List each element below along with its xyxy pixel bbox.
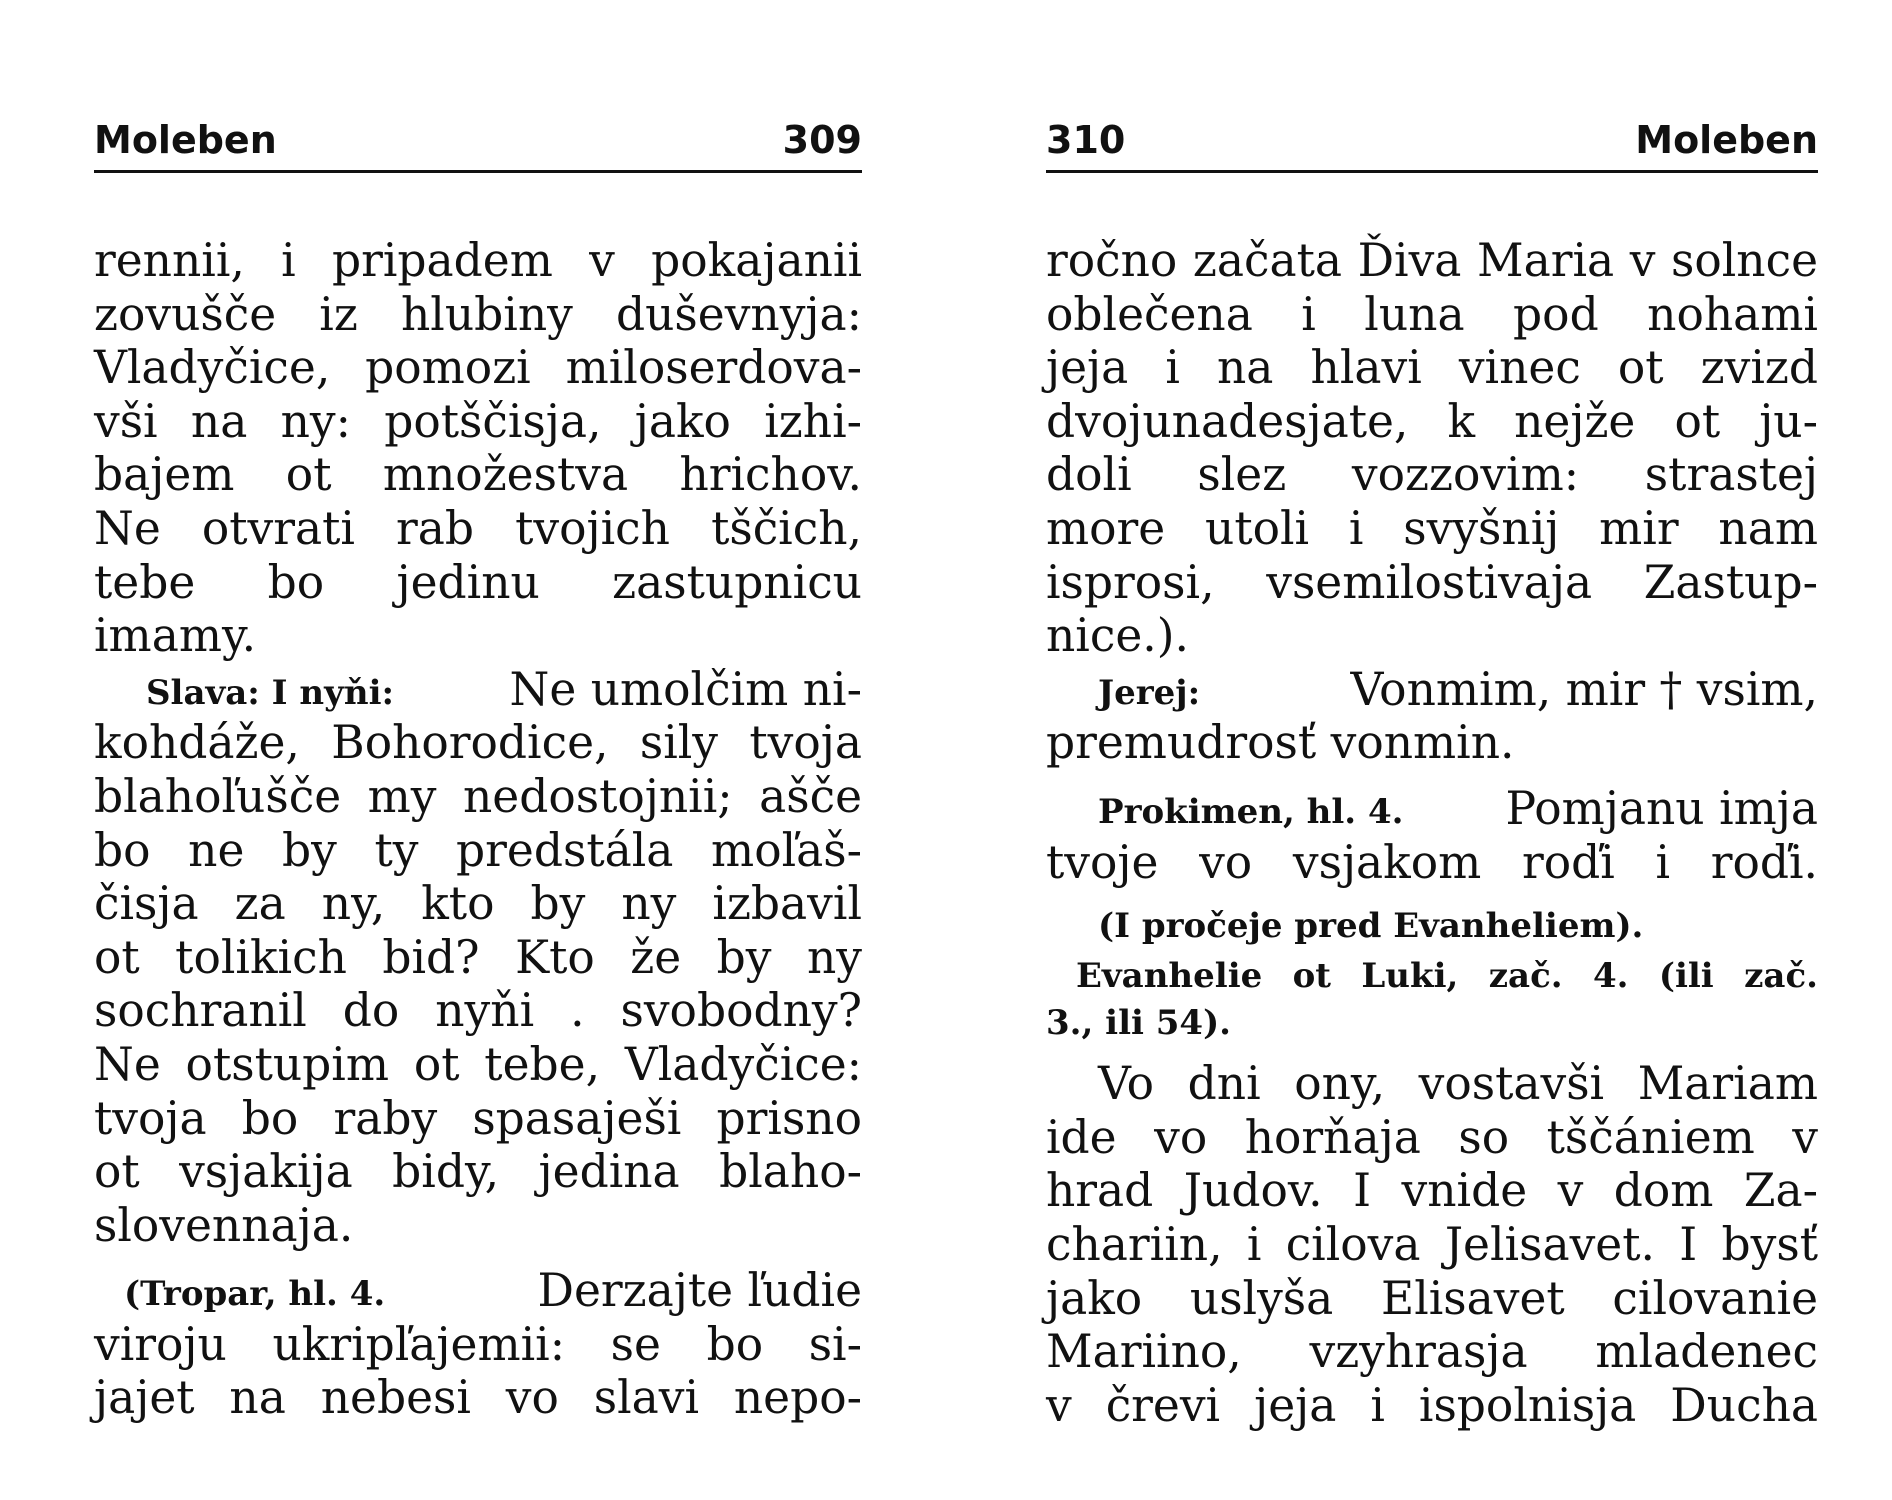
text-line: čisja za ny, kto by ny izbavil [94,877,862,931]
text-line: chariin, i cilova Jelisavet. I bysť [1046,1217,1818,1271]
text-line: tvoje vo vsjakom roďi i roďi. [1046,835,1818,889]
slava-first-line [94,663,862,717]
tropar-first-line [94,1264,862,1318]
jerej-first-text: Vonmim, mir † vsim, [1350,662,1818,716]
text-line: hrad Judov. I vnide v dom Za- [1046,1164,1818,1218]
tropar-label: (Tropar, hl. 4. [124,1274,386,1315]
gospel-heading-cont: 3., ili 54). [1046,1003,1231,1044]
right-page-header [1046,112,1818,173]
left-page-text [94,234,862,1425]
text-line: imamy. [94,609,257,663]
text-line: ot vsjakija bidy, jedina blaho- [94,1145,862,1199]
prokimen-first-text: Pomjanu imja [1505,781,1818,835]
text-line: jajet na nebesi vo slavi nepo- [94,1371,862,1425]
text-line: ide vo horňaja so tščániem v [1046,1110,1818,1164]
text-line: slovennaja. [94,1198,354,1252]
tropar-first-text: Derzajte ľudie [537,1264,862,1318]
text-line: tebe bo jedinu zastupnicu [94,555,862,609]
text-line: more utoli i svyšnij mir nam [1046,501,1818,555]
jerej-label: Jerej: [1098,672,1201,713]
text-line: ot tolikich bid? Kto že by ny [94,930,862,984]
text-line: isprosi, vsemilostivaja Zastup- [1046,555,1818,609]
gospel-heading: Evanhelie ot Luki, zač. 4. (ili zač. [1076,956,1818,997]
text-line: sochranil do nyňi . svobodny? [94,984,862,1038]
text-line: zovušče iz hlubiny duševnyja: [94,287,862,341]
prokimen-first-line [1046,782,1818,836]
text-line: Ne otstupim ot tebe, Vladyčice: [94,1037,862,1091]
text-line: kohdáže, Bohorodice, sily tvoja [94,716,862,770]
text-line: bajem ot množestva hrichov. [94,448,862,502]
text-line: vši na ny: potščisja, jako izhi- [94,394,862,448]
text-line: dvojunadesjate, k nejže ot ju- [1046,394,1818,448]
text-line: ročno začata Ďiva Maria v solnce [1046,234,1818,287]
right-page-text [1046,234,1818,1432]
text-line: viroju ukripľajemii: se bo si- [94,1317,862,1371]
prokimen-label: Prokimen, hl. 4. [1098,791,1404,832]
text-line: jako uslyša Elisavet cilovanie [1046,1271,1818,1325]
left-page-header [94,112,862,173]
rubric-note: (I pročeje pred Evanheliem). [1098,906,1644,947]
left-page-number: 309 [782,118,862,162]
jerej-first-line [1046,663,1818,717]
text-line: Ne otvrati rab tvojich tščich, [94,501,862,555]
text-line: Vladyčice, pomozi miloserdova- [94,341,862,395]
text-line: tvoja bo raby spasaješi prisno [94,1091,862,1145]
text-line: doli slez vozzovim: strastej [1046,448,1818,502]
text-line: oblečena i luna pod nohami [1046,287,1818,341]
right-page-number: 310 [1046,118,1126,162]
slava-first-text: Ne umolčim ni- [509,662,862,716]
text-line: rennii, i pripadem v pokajanii [94,234,862,287]
slava-label: Slava: I nyňi: [146,672,395,713]
text-line: v črevi jeja i ispolnisja Ducha [1046,1378,1818,1432]
left-running-title: Moleben [94,118,277,162]
text-line: premudrosť vonmin. [1046,716,1515,770]
text-line: Vo dni ony, vostavši Mariam [1098,1057,1818,1111]
right-running-title: Moleben [1635,118,1818,162]
text-line: Mariino, vzyhrasja mladenec [1046,1325,1818,1379]
text-line: bo ne by ty predstála moľaš- [94,823,862,877]
text-line: blahoľušče my nedostojnii; ašče [94,769,862,823]
text-line: jeja i na hlavi vinec ot zvizd [1046,341,1818,395]
text-line: nice.). [1046,609,1189,663]
